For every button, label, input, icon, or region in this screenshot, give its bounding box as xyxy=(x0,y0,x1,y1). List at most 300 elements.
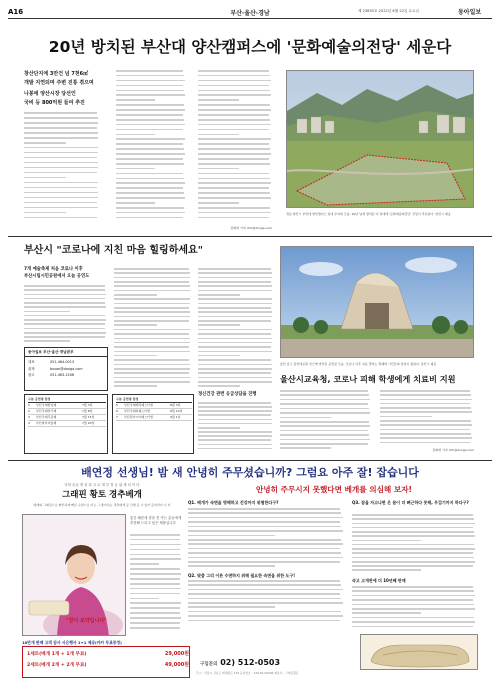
story2-subhead: 부산시립시민공원에서 오늘 공연도 xyxy=(24,274,90,279)
ad-brand: 그래핀 황토 경추베개 xyxy=(62,490,142,500)
body-text-line xyxy=(380,407,471,409)
body-text-line xyxy=(352,621,475,623)
body-text-line xyxy=(352,544,474,546)
price1: 29,000원 xyxy=(164,651,189,657)
body-text-line xyxy=(352,595,475,597)
body-text-line xyxy=(24,332,106,334)
body-text-line xyxy=(24,137,98,139)
body-text-line xyxy=(198,70,269,72)
body-text-line xyxy=(188,521,340,523)
contact-box-title: 동아일보 부산·울산·경남본부 xyxy=(25,348,107,357)
story1-subhead: 개발 지연되며 주변 진통 겪으며 xyxy=(24,79,94,86)
body-text-line xyxy=(188,589,343,591)
body-text-line xyxy=(24,202,97,204)
pillow-product-photo xyxy=(360,634,478,670)
body-text-line xyxy=(116,212,185,214)
body-text-line xyxy=(116,163,184,165)
body-text-line xyxy=(130,549,180,551)
body-text-line xyxy=(198,202,239,204)
story3-body-col1 xyxy=(198,402,274,452)
body-text-line xyxy=(188,584,341,586)
body-text-line xyxy=(130,593,180,595)
page-number: A16 xyxy=(8,8,24,16)
body-text-line xyxy=(198,414,271,416)
body-text-line xyxy=(130,539,180,541)
body-text-line xyxy=(352,604,474,606)
body-text-line xyxy=(198,143,269,145)
story1-body-col3 xyxy=(198,70,272,222)
body-text-line xyxy=(280,417,331,419)
body-text-line xyxy=(352,548,475,550)
body-text-line xyxy=(114,277,190,279)
body-text-line xyxy=(114,324,157,326)
body-text-line xyxy=(198,329,272,331)
body-text-line xyxy=(130,573,181,575)
body-text-line xyxy=(114,364,190,366)
body-text-line xyxy=(280,447,331,449)
body-text-line xyxy=(198,94,271,96)
body-text-line xyxy=(188,565,275,567)
contact-row: 대표 051-464-0013 xyxy=(28,360,75,364)
body-text-line xyxy=(116,158,183,160)
ad-q3: Q3. 잠을 자고나면 온 몸이 더 뻐근하다 못해, 무겁기까지 하다구? xyxy=(352,500,469,505)
body-text-line xyxy=(280,403,368,405)
body-text-line xyxy=(114,355,157,357)
body-text-line xyxy=(24,182,98,184)
body-text-line xyxy=(352,608,475,610)
body-text-line xyxy=(198,217,269,219)
price1-label: 1세트(베개 1개 + 1개 무료) xyxy=(27,652,87,657)
body-text-line xyxy=(380,424,472,426)
story1-subhead: 국비 등 800억원 들여 추진 xyxy=(24,99,85,106)
story3-subhead: 정신건강 관련 응급상담을 진행 xyxy=(198,392,257,397)
body-text-line xyxy=(198,272,272,274)
body-text-line xyxy=(198,290,272,292)
ad-rule xyxy=(8,460,492,461)
body-text-line xyxy=(198,431,272,433)
body-text-line xyxy=(198,212,271,214)
story2-body-col3 xyxy=(198,268,274,390)
body-text-line xyxy=(198,281,271,283)
body-text-line xyxy=(24,167,98,169)
body-text-line xyxy=(380,411,472,413)
schedule-table-row: 6 부산국제록페스티벌 8월 10일 xyxy=(116,409,192,415)
body-text-line xyxy=(114,272,190,274)
body-text-line xyxy=(24,302,105,304)
ad-q1: Q1. 베개가 숙면을 방해하고 건강까지 위협한다구? xyxy=(188,500,279,505)
body-text-line xyxy=(188,561,340,563)
body-text-line xyxy=(116,109,185,111)
body-text-line xyxy=(188,598,341,600)
body-text-line xyxy=(116,104,184,106)
body-text-line xyxy=(188,530,343,532)
body-text-line xyxy=(352,565,473,567)
body-text-line xyxy=(280,421,369,423)
body-text-line xyxy=(24,187,97,189)
body-text-line xyxy=(24,207,98,209)
body-text-line xyxy=(198,298,272,300)
body-text-line xyxy=(380,390,470,392)
body-text-line xyxy=(188,543,343,545)
body-text-line xyxy=(116,148,184,150)
body-text-line xyxy=(280,412,370,414)
body-text-line xyxy=(380,433,471,435)
body-text-line xyxy=(198,277,272,279)
body-text-line xyxy=(188,512,341,514)
newspaper-logo: 동아일보 xyxy=(458,9,482,16)
header-rule xyxy=(8,18,492,19)
body-text-line xyxy=(198,419,272,421)
body-text-line xyxy=(116,90,184,92)
body-text-line xyxy=(24,340,70,342)
body-text-line xyxy=(198,372,271,374)
body-text-line xyxy=(280,390,368,392)
body-text-line xyxy=(24,132,98,134)
body-text-line xyxy=(198,85,269,87)
ad-tagline: 통증 때문에 잠을 못 자는 분들에게 추천해 드리고 싶은 제품입니다 xyxy=(130,516,182,525)
body-text-line xyxy=(24,294,106,296)
body-text-line xyxy=(24,112,97,114)
body-text-line xyxy=(198,381,272,383)
body-text-line xyxy=(198,448,272,450)
body-text-line xyxy=(198,368,272,370)
body-text-line xyxy=(352,561,475,563)
ad-intro: 다학 손님 개 상 외 고 로 개 부 정 등 위 세 더 이 다 xyxy=(64,483,140,487)
body-text-line xyxy=(198,99,239,101)
body-text-line xyxy=(280,430,368,432)
body-text-line xyxy=(114,372,189,374)
body-text-line xyxy=(116,138,185,140)
body-text-line xyxy=(198,324,240,326)
body-text-line xyxy=(116,143,183,145)
story1-body-col2 xyxy=(116,70,186,222)
body-text-line xyxy=(188,615,343,617)
body-text-line xyxy=(188,535,275,537)
story1-body-col1 xyxy=(24,112,100,222)
body-text-line xyxy=(114,385,157,387)
body-text-line xyxy=(198,138,271,140)
schedule-table-header: 구분 공연명 일정 xyxy=(116,397,192,403)
body-text-line xyxy=(24,319,106,321)
story1-subhead: 나봉에 양산시장 당선인 xyxy=(24,91,76,98)
body-text-line xyxy=(116,75,184,77)
body-text-line xyxy=(352,518,474,520)
body-text-line xyxy=(198,114,269,116)
body-text-line xyxy=(114,298,190,300)
body-text-line xyxy=(198,303,272,305)
body-text-line xyxy=(130,583,180,585)
body-text-line xyxy=(116,173,183,175)
ad-offer: 10만개 판매 고객 감사 사은행사 1+1 제공(카카 무료증정) xyxy=(22,640,122,645)
body-text-line xyxy=(198,427,240,429)
body-text-line xyxy=(352,586,473,588)
body-text-line xyxy=(114,377,190,379)
body-text-line xyxy=(198,129,269,131)
body-text-line xyxy=(24,306,106,308)
body-text-line xyxy=(198,124,271,126)
body-text-line xyxy=(130,598,159,600)
body-text-line xyxy=(198,75,270,77)
body-text-line xyxy=(198,134,239,136)
price2-label: 2세트(베개 2개 + 2개 무료) xyxy=(27,663,87,668)
body-text-line xyxy=(198,268,271,270)
body-text-line xyxy=(198,163,270,165)
body-text-line xyxy=(188,557,343,559)
body-text-line xyxy=(198,435,272,437)
body-text-line xyxy=(198,423,272,425)
body-text-line xyxy=(24,152,98,154)
ad-sub-left: 베개와 그래핀으로 빠른하게 빠른 숙면으로 더는 그 좋아하는 경추배개 등 단해 준 수 있어 준비한다 수 다 xyxy=(33,503,171,507)
story2-subhead: 7개 예술축제 처음 코로나 이후 xyxy=(24,267,83,272)
body-text-line xyxy=(198,346,271,348)
body-text-line xyxy=(24,157,97,159)
body-text-line xyxy=(116,124,185,126)
body-text-line xyxy=(198,333,271,335)
body-text-line xyxy=(352,599,473,601)
body-text-line xyxy=(130,544,181,546)
body-text-line xyxy=(114,281,189,283)
body-text-line xyxy=(188,606,275,608)
body-text-line xyxy=(130,602,181,604)
body-text-line xyxy=(198,109,271,111)
body-text-line xyxy=(130,612,180,614)
body-text-line xyxy=(114,311,190,313)
body-text-line xyxy=(198,307,271,309)
body-text-line xyxy=(198,207,270,209)
story3-byline: 김화영 기자 chh@donga.com xyxy=(432,448,474,452)
body-text-line xyxy=(198,182,271,184)
body-text-line xyxy=(198,158,269,160)
body-text-line xyxy=(280,434,369,436)
body-text-line xyxy=(198,338,272,340)
body-text-line xyxy=(198,439,271,441)
body-text-line xyxy=(114,329,190,331)
body-text-line xyxy=(116,99,155,101)
body-text-line xyxy=(24,142,66,144)
body-text-line xyxy=(114,351,190,353)
section-rule xyxy=(8,236,492,237)
body-text-line xyxy=(352,590,474,592)
body-text-line xyxy=(130,622,180,624)
story1-headline: 20년 방치된 부산대 양산캠퍼스에 '문화예술의전당' 세운다 xyxy=(48,38,452,56)
body-text-line xyxy=(198,192,270,194)
body-text-line xyxy=(280,425,370,427)
body-text-line xyxy=(130,534,180,536)
body-text-line xyxy=(116,202,155,204)
story2-headline: 부산시 "코로나에 지친 마음 힐링하세요" xyxy=(24,245,203,256)
body-text-line xyxy=(198,285,272,287)
body-text-line xyxy=(198,178,270,180)
body-text-line xyxy=(198,173,269,175)
venue-photo xyxy=(280,246,474,358)
body-text-line xyxy=(130,617,181,619)
ad-q4: 숙고 고개완에 더 10년째 판매 xyxy=(352,578,406,583)
body-text-line xyxy=(352,569,421,571)
body-text-line xyxy=(198,406,272,408)
ad-q3-body xyxy=(352,514,478,574)
body-text-line xyxy=(198,294,240,296)
ad-q2-body xyxy=(188,580,346,624)
story1-byline: 김화영 기자 chh@donga.com xyxy=(230,226,272,230)
body-text-line xyxy=(24,217,97,219)
body-text-line xyxy=(114,346,189,348)
body-text-line xyxy=(114,294,157,296)
ad-price-box xyxy=(22,646,190,678)
ad-hotline: 구입문의 02) 512-0503 xyxy=(200,658,281,667)
body-text-line xyxy=(116,119,184,121)
body-text-line xyxy=(198,402,271,404)
body-text-line xyxy=(380,416,432,418)
body-text-line xyxy=(24,147,98,149)
body-text-line xyxy=(352,540,421,542)
body-text-line xyxy=(114,268,189,270)
story2-body-col1 xyxy=(24,285,108,345)
body-text-line xyxy=(352,523,475,525)
body-text-line xyxy=(116,80,185,82)
contact-row: 광고 051-463-1506 xyxy=(28,373,75,377)
schedule-table-row: 1 부산국제합창제 7월 3일 xyxy=(28,403,106,409)
body-text-line xyxy=(280,443,368,445)
body-text-line xyxy=(198,311,272,313)
ad-hotline-number: 02) 512-0503 xyxy=(220,658,281,667)
body-text-line xyxy=(198,148,270,150)
body-text-line xyxy=(114,342,190,344)
body-text-line xyxy=(24,323,105,325)
body-text-line xyxy=(198,187,269,189)
body-text-line xyxy=(198,119,270,121)
body-text-line xyxy=(24,212,66,214)
body-text-line xyxy=(24,162,98,164)
body-text-line xyxy=(24,298,105,300)
body-text-line xyxy=(198,197,271,199)
body-text-line xyxy=(114,368,190,370)
issue-meta: 제 23855호 2022년 6월 22일 수요일 xyxy=(358,9,419,13)
story3-body-col2 xyxy=(280,390,372,452)
body-text-line xyxy=(198,351,272,353)
body-text-line xyxy=(116,168,155,170)
schedule-table-header: 구분 공연명 일정 xyxy=(28,397,106,403)
body-text-line xyxy=(188,620,340,622)
ad-q4-body xyxy=(352,586,478,630)
body-text-line xyxy=(130,588,181,590)
body-text-line xyxy=(116,153,185,155)
story2-subheads xyxy=(24,266,108,280)
body-text-line xyxy=(380,399,472,401)
body-text-line xyxy=(130,558,181,560)
body-text-line xyxy=(352,626,473,628)
body-text-line xyxy=(352,557,474,559)
body-text-line xyxy=(380,437,472,439)
body-text-line xyxy=(130,563,159,565)
body-text-line xyxy=(24,192,98,194)
body-text-line xyxy=(24,177,66,179)
body-text-line xyxy=(380,429,470,431)
body-text-line xyxy=(116,187,183,189)
body-text-line xyxy=(198,359,271,361)
story1-subheads xyxy=(24,70,100,107)
body-text-line xyxy=(24,122,98,124)
body-text-line xyxy=(198,377,272,379)
schedule-table-row: 7 부산원아시아페스티벌 9월 1일 xyxy=(116,415,192,421)
body-text-line xyxy=(116,192,184,194)
body-text-line xyxy=(116,129,183,131)
body-text-line xyxy=(188,602,343,604)
body-text-line xyxy=(114,307,189,309)
ad-center-head: 안녕히 주무시지 못했다면 베개를 의심해 보자! xyxy=(255,485,413,494)
body-text-line xyxy=(114,303,190,305)
body-text-line xyxy=(114,320,189,322)
contact-row: 취재 busan@donga.com xyxy=(28,366,83,371)
story3-body-col3 xyxy=(380,390,474,446)
body-text-line xyxy=(352,535,475,537)
schedule-table-row: 3 부산국제무용제 7월 15일 xyxy=(28,415,106,421)
body-text-line xyxy=(130,627,180,629)
body-text-line xyxy=(198,355,240,357)
body-text-line xyxy=(380,394,471,396)
body-text-line xyxy=(24,117,98,119)
body-text-line xyxy=(198,104,270,106)
body-text-line xyxy=(188,580,340,582)
body-text-line xyxy=(188,552,341,554)
body-text-line xyxy=(188,508,340,510)
story2-body-col2 xyxy=(114,268,192,390)
body-text-line xyxy=(114,359,189,361)
body-text-line xyxy=(24,336,105,338)
body-text-line xyxy=(116,207,184,209)
body-text-line xyxy=(24,172,97,174)
schedule-table-left xyxy=(24,394,108,454)
body-text-line xyxy=(114,316,190,318)
body-text-line xyxy=(280,408,369,410)
body-text-line xyxy=(188,611,341,613)
body-text-line xyxy=(380,442,470,444)
body-text-line xyxy=(116,197,185,199)
body-text-line xyxy=(116,217,183,219)
schedule-table-row: 5 부산국제매직페스티벌 8월 3일 xyxy=(116,403,192,409)
price2: 49,000원 xyxy=(164,662,189,668)
body-text-line xyxy=(116,70,183,72)
body-text-line xyxy=(198,444,272,446)
body-text-line xyxy=(352,552,473,554)
story1-subhead: 창산단지에 3만건 넘 7천6㎡ xyxy=(24,71,89,77)
body-text-line xyxy=(116,94,185,96)
ad-footer: 주소 : 서울시 강남구 테헤란로 123 등록번호 : 120-81-00000 제조사 : 그래핀황토 xyxy=(196,671,299,675)
body-text-line xyxy=(116,182,185,184)
body-text-line xyxy=(198,342,272,344)
body-text-line xyxy=(352,617,474,619)
body-text-line xyxy=(114,338,190,340)
body-text-line xyxy=(24,289,105,291)
ad-q2: Q2. 맞춤 그리 이른 수면하지 위해 필요한 숙면을 위한 도구! xyxy=(188,573,296,578)
body-text-line xyxy=(24,315,105,317)
body-text-line xyxy=(198,168,239,170)
ad-q1-body xyxy=(188,508,346,570)
body-text-line xyxy=(198,320,271,322)
body-text-line xyxy=(198,385,240,387)
body-text-line xyxy=(280,439,370,441)
body-text-line xyxy=(24,127,97,129)
schedule-table-row: 2 부산국제연극제 7월 8일 xyxy=(28,409,106,415)
body-text-line xyxy=(198,90,270,92)
body-text-line xyxy=(352,612,421,614)
body-text-line xyxy=(280,399,370,401)
body-text-line xyxy=(116,134,155,136)
body-text-line xyxy=(114,381,190,383)
ad-quote: "잠이 보약입니다" xyxy=(66,618,107,624)
ad-left-body xyxy=(130,534,182,632)
body-text-line xyxy=(114,290,190,292)
body-text-line xyxy=(114,285,190,287)
